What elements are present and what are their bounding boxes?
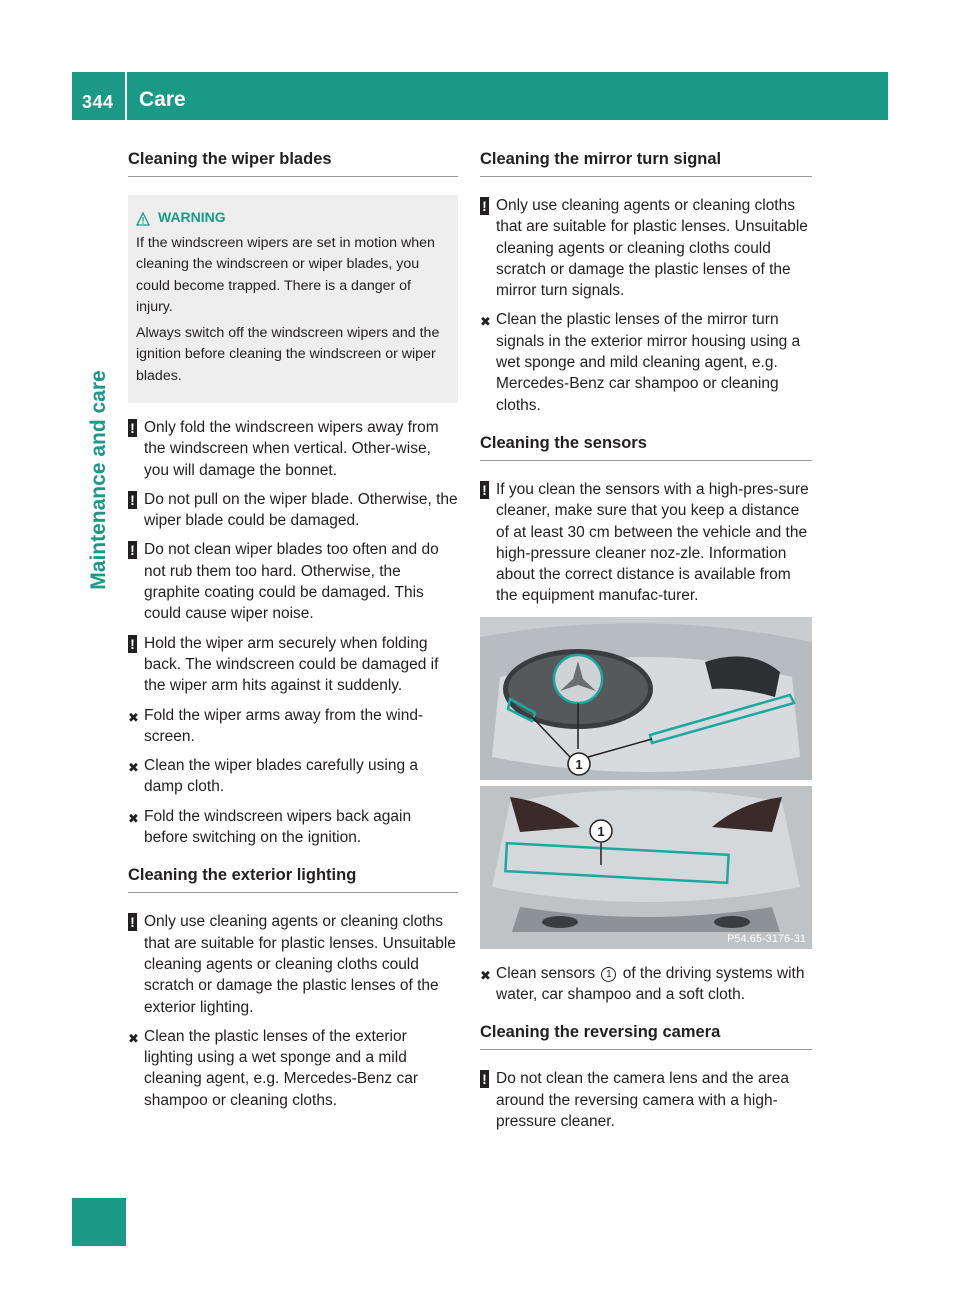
sensor-location-figure: [480, 617, 812, 949]
note-text: Do not clean the camera lens and the area around the reversing camera with a high-pressure cleaner.: [496, 1070, 789, 1130]
exclamation-icon: !: [480, 196, 489, 217]
step-item: [128, 755, 458, 798]
note-item: [480, 195, 812, 301]
note-item: [480, 479, 812, 607]
note-item: [480, 1068, 812, 1132]
exclamation-icon: !: [128, 490, 137, 511]
step-item: [128, 1026, 458, 1111]
side-tab-label: Maintenance and care: [87, 370, 110, 590]
header-bar: [72, 72, 888, 120]
step-item: [128, 705, 458, 748]
note-item: [128, 911, 458, 1017]
note-text: If you clean the sensors with a high-pres-sure cleaner, make sure that you keep a distance of at least 30 cm between the vehicle and the high-pressure cleaner noz-zle. Information about the correct distance is available from the equipment manufac-turer.: [496, 480, 809, 605]
section-title: Care: [139, 88, 186, 111]
step-item: [128, 806, 458, 849]
note-text: Only fold the windscreen wipers away from the windscreen when vertical. Other-wise, you will damage the bonnet.: [144, 419, 439, 479]
exclamation-icon: !: [128, 634, 137, 655]
step-arrow-icon: ✖: [128, 760, 139, 776]
exclamation-icon: !: [480, 1069, 489, 1090]
right-column: [480, 150, 812, 1140]
note-text: Do not clean wiper blades too often and do not rub them too hard. Otherwise, the graphite coating could be damaged. This could cause wiper noise.: [144, 541, 439, 623]
heading-sensors: Cleaning the sensors: [480, 434, 812, 461]
note-item: [128, 417, 458, 481]
step-text: Clean the plastic lenses of the mirror turn signals in the exterior mirror housing using a wet sponge and mild cleaning agent, e.g. Mercedes-Benz car shampoo or cleaning cloths.: [496, 311, 801, 414]
step-arrow-icon: ✖: [480, 967, 491, 983]
step-arrow-icon: ✖: [480, 314, 491, 330]
header-divider: [125, 72, 127, 120]
step-item: [480, 963, 812, 1006]
figure-callout-1-rear: 1: [597, 823, 605, 839]
exclamation-icon: !: [128, 418, 137, 439]
step-text: Clean the wiper blades carefully using a damp cloth.: [144, 757, 418, 796]
note-text: Do not pull on the wiper blade. Otherwise, the wiper blade could be damaged.: [144, 490, 458, 530]
heading-reversing-camera: Cleaning the reversing camera: [480, 1023, 812, 1050]
exclamation-icon: !: [480, 480, 489, 501]
note-item: [128, 633, 458, 697]
warning-text-2: Always switch off the windscreen wipers and the ignition before cleaning the windscreen or wiper blades.: [136, 324, 440, 384]
figure-code: P54.65-3176-31: [727, 932, 806, 945]
note-item: [128, 489, 458, 532]
step-text-before: Clean sensors: [496, 964, 596, 982]
exclamation-icon: !: [128, 912, 137, 933]
heading-wiper-blades: Cleaning the wiper blades: [128, 150, 458, 177]
warning-title: WARNING: [158, 209, 226, 225]
side-tab-marker: [72, 1198, 126, 1246]
note-text: Only use cleaning agents or cleaning cloths that are suitable for plastic lenses. Unsuitable cleaning agents or cleaning cloths could scratch or damage the plastic lenses of the exterior lighting.: [144, 913, 456, 1016]
warning-box: [128, 195, 458, 403]
step-text: Fold the windscreen wipers back again before switching on the ignition.: [144, 807, 412, 847]
warning-header: [136, 207, 450, 229]
warning-triangle-icon: [136, 211, 150, 225]
warning-text-1: If the windscreen wipers are set in motion when cleaning the windscreen or wiper blades, you could become trapped. There is a danger of injury.: [136, 234, 435, 315]
note-text: Only use cleaning agents or cleaning cloths that are suitable for plastic lenses. Unsuitable cleaning agents or cleaning cloths could scratch or damage the plastic lenses of the mirror turn signals.: [496, 197, 808, 300]
heading-exterior-lighting: Cleaning the exterior lighting: [128, 866, 458, 893]
side-tab: [84, 320, 114, 640]
step-text-after: of the driving systems with water, car shampoo and a soft cloth.: [496, 964, 805, 1004]
heading-mirror-turn-signal: Cleaning the mirror turn signal: [480, 150, 812, 177]
step-text: Clean the plastic lenses of the exterior lighting using a wet sponge and a mild cleaning agent, e.g. Mercedes-Benz car shampoo or cleaning cloths.: [144, 1027, 418, 1109]
exclamation-icon: !: [128, 540, 137, 561]
callout-1-icon: 1: [601, 967, 616, 982]
note-item: [128, 539, 458, 624]
step-arrow-icon: ✖: [128, 1030, 139, 1046]
step-text: Fold the wiper arms away from the wind-screen.: [144, 706, 424, 745]
step-arrow-icon: ✖: [128, 709, 139, 725]
figure-callout-1-front: 1: [575, 756, 583, 772]
step-arrow-icon: ✖: [128, 810, 139, 826]
page-number: 344: [82, 92, 114, 112]
step-item: [480, 309, 812, 415]
left-column: [128, 150, 458, 1119]
note-text: Hold the wiper arm securely when folding back. The windscreen could be damaged if the wiper arm hits against it suddenly.: [144, 634, 439, 695]
